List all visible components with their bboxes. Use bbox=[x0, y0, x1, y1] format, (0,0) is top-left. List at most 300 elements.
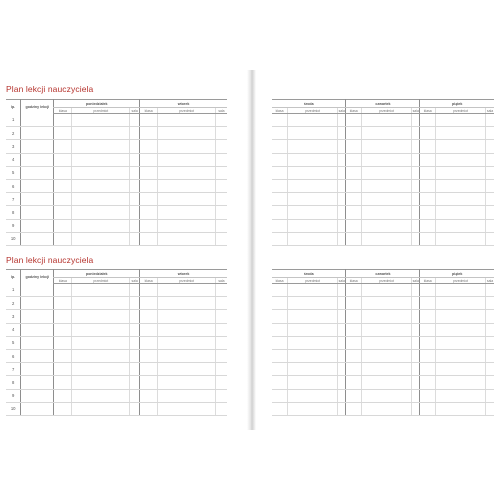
przedmiot-cell bbox=[158, 193, 216, 206]
sala-cell bbox=[412, 349, 420, 362]
hours-cell bbox=[21, 127, 54, 140]
klasa-cell bbox=[272, 179, 288, 192]
przedmiot-cell bbox=[362, 193, 412, 206]
przedmiot-cell bbox=[158, 219, 216, 232]
table-row bbox=[272, 206, 494, 219]
hours-cell bbox=[21, 114, 54, 127]
przedmiot-cell bbox=[288, 153, 338, 166]
sub-header-sala: sala bbox=[131, 108, 138, 113]
przedmiot-cell bbox=[288, 389, 338, 402]
przedmiot-cell bbox=[435, 166, 485, 179]
przedmiot-cell bbox=[288, 193, 338, 206]
przedmiot-cell bbox=[158, 297, 216, 310]
klasa-cell bbox=[54, 336, 72, 349]
table-row bbox=[272, 336, 494, 349]
sala-cell bbox=[412, 127, 420, 140]
klasa-cell bbox=[346, 219, 362, 232]
sala-cell bbox=[338, 284, 346, 297]
row-number: 7 bbox=[6, 193, 21, 206]
sala-cell bbox=[130, 232, 140, 245]
row-number: 5 bbox=[6, 336, 21, 349]
klasa-cell bbox=[54, 310, 72, 323]
page-title-top: Plan lekcji nauczyciela bbox=[6, 84, 94, 94]
day-header: wtorek bbox=[140, 100, 227, 108]
klasa-cell bbox=[272, 349, 288, 362]
table-row bbox=[272, 310, 494, 323]
klasa-cell bbox=[420, 389, 436, 402]
table-row bbox=[6, 402, 227, 415]
klasa-cell bbox=[346, 179, 362, 192]
klasa-cell bbox=[54, 114, 72, 127]
hours-cell bbox=[21, 389, 54, 402]
klasa-cell bbox=[272, 402, 288, 415]
sala-cell bbox=[130, 376, 140, 389]
row-number: 1 bbox=[6, 114, 21, 127]
sub-header-sala: sala bbox=[412, 278, 419, 283]
sub-header-klasa: klasa bbox=[140, 278, 158, 284]
sala-cell bbox=[130, 336, 140, 349]
sub-header-przedmiot: przedmiot bbox=[362, 108, 412, 114]
sala-cell bbox=[412, 284, 420, 297]
table-row bbox=[6, 166, 227, 179]
klasa-cell bbox=[346, 402, 362, 415]
przedmiot-cell bbox=[435, 206, 485, 219]
sala-cell bbox=[412, 206, 420, 219]
klasa-cell bbox=[420, 114, 436, 127]
sala-cell bbox=[485, 206, 494, 219]
table-row bbox=[6, 206, 227, 219]
klasa-cell bbox=[272, 310, 288, 323]
klasa-cell bbox=[54, 140, 72, 153]
przedmiot-cell bbox=[158, 232, 216, 245]
sala-cell bbox=[338, 179, 346, 192]
table-row bbox=[6, 336, 227, 349]
przedmiot-cell bbox=[72, 219, 130, 232]
klasa-cell bbox=[54, 349, 72, 362]
hours-cell bbox=[21, 323, 54, 336]
schedule-table-right-bottom bbox=[272, 269, 494, 416]
day-header: wtorek bbox=[140, 270, 227, 278]
table-row bbox=[6, 219, 227, 232]
sala-cell bbox=[412, 310, 420, 323]
klasa-cell bbox=[420, 297, 436, 310]
klasa-cell bbox=[346, 336, 362, 349]
schedule-table-left-top bbox=[6, 99, 227, 246]
przedmiot-cell bbox=[72, 389, 130, 402]
przedmiot-cell bbox=[72, 336, 130, 349]
klasa-cell bbox=[54, 219, 72, 232]
sala-cell bbox=[412, 297, 420, 310]
sub-header-przedmiot: przedmiot bbox=[362, 278, 412, 284]
przedmiot-cell bbox=[288, 349, 338, 362]
sala-cell bbox=[412, 363, 420, 376]
sala-cell bbox=[130, 166, 140, 179]
row-number: 3 bbox=[6, 140, 21, 153]
przedmiot-cell bbox=[362, 127, 412, 140]
sala-cell bbox=[338, 349, 346, 362]
sala-cell bbox=[215, 336, 227, 349]
klasa-cell bbox=[420, 363, 436, 376]
table-row bbox=[6, 363, 227, 376]
klasa-cell bbox=[420, 193, 436, 206]
klasa-cell bbox=[346, 232, 362, 245]
klasa-cell bbox=[272, 114, 288, 127]
przedmiot-cell bbox=[288, 310, 338, 323]
przedmiot-cell bbox=[362, 206, 412, 219]
klasa-cell bbox=[54, 232, 72, 245]
klasa-cell bbox=[54, 206, 72, 219]
klasa-cell bbox=[272, 127, 288, 140]
sala-cell bbox=[338, 363, 346, 376]
sala-cell bbox=[338, 193, 346, 206]
sala-cell bbox=[338, 297, 346, 310]
przedmiot-cell bbox=[435, 114, 485, 127]
table-row bbox=[6, 193, 227, 206]
row-number: 10 bbox=[6, 232, 21, 245]
klasa-cell bbox=[420, 323, 436, 336]
klasa-cell bbox=[140, 323, 158, 336]
sala-cell bbox=[485, 323, 494, 336]
klasa-cell bbox=[140, 284, 158, 297]
sub-header-klasa: klasa bbox=[272, 108, 288, 114]
przedmiot-cell bbox=[435, 153, 485, 166]
przedmiot-cell bbox=[362, 402, 412, 415]
sub-header-sala: sala bbox=[338, 108, 345, 113]
row-number: 10 bbox=[6, 402, 21, 415]
sub-header-sala: sala bbox=[486, 278, 494, 283]
klasa-cell bbox=[346, 323, 362, 336]
hours-cell bbox=[21, 219, 54, 232]
klasa-cell bbox=[272, 363, 288, 376]
sala-cell bbox=[215, 232, 227, 245]
przedmiot-cell bbox=[435, 140, 485, 153]
table-row bbox=[272, 284, 494, 297]
klasa-cell bbox=[54, 402, 72, 415]
przedmiot-cell bbox=[72, 349, 130, 362]
table-row bbox=[6, 376, 227, 389]
sala-cell bbox=[130, 297, 140, 310]
page-title-bottom: Plan lekcji nauczyciela bbox=[6, 255, 94, 265]
przedmiot-cell bbox=[288, 127, 338, 140]
table-row bbox=[272, 193, 494, 206]
przedmiot-cell bbox=[72, 323, 130, 336]
sub-header-klasa: klasa bbox=[420, 108, 436, 114]
sub-header-sala: sala bbox=[412, 108, 419, 113]
klasa-cell bbox=[54, 127, 72, 140]
klasa-cell bbox=[420, 402, 436, 415]
klasa-cell bbox=[420, 349, 436, 362]
klasa-cell bbox=[272, 232, 288, 245]
klasa-cell bbox=[420, 376, 436, 389]
przedmiot-cell bbox=[362, 114, 412, 127]
sala-cell bbox=[215, 153, 227, 166]
sala-cell bbox=[215, 140, 227, 153]
klasa-cell bbox=[140, 389, 158, 402]
przedmiot-cell bbox=[362, 376, 412, 389]
sala-cell bbox=[215, 166, 227, 179]
sala-cell bbox=[485, 336, 494, 349]
przedmiot-cell bbox=[435, 179, 485, 192]
sub-header-przedmiot: przedmiot bbox=[435, 278, 485, 284]
day-header: czwartek bbox=[346, 270, 420, 278]
przedmiot-cell bbox=[288, 336, 338, 349]
przedmiot-cell bbox=[288, 179, 338, 192]
klasa-cell bbox=[140, 193, 158, 206]
hours-cell bbox=[21, 193, 54, 206]
przedmiot-cell bbox=[288, 363, 338, 376]
sala-cell bbox=[215, 114, 227, 127]
przedmiot-cell bbox=[362, 349, 412, 362]
klasa-cell bbox=[346, 193, 362, 206]
sala-cell bbox=[412, 179, 420, 192]
klasa-cell bbox=[420, 127, 436, 140]
sala-cell bbox=[130, 402, 140, 415]
klasa-cell bbox=[420, 166, 436, 179]
sala-cell bbox=[215, 323, 227, 336]
sala-cell bbox=[485, 232, 494, 245]
hours-cell bbox=[21, 140, 54, 153]
klasa-cell bbox=[140, 310, 158, 323]
klasa-cell bbox=[140, 402, 158, 415]
sala-cell bbox=[130, 179, 140, 192]
przedmiot-cell bbox=[288, 140, 338, 153]
row-number: 6 bbox=[6, 349, 21, 362]
sub-header-sala: sala bbox=[338, 278, 345, 283]
przedmiot-cell bbox=[435, 297, 485, 310]
klasa-cell bbox=[272, 336, 288, 349]
sala-cell bbox=[130, 127, 140, 140]
klasa-cell bbox=[346, 349, 362, 362]
sala-cell bbox=[338, 206, 346, 219]
klasa-cell bbox=[140, 363, 158, 376]
sala-cell bbox=[338, 323, 346, 336]
przedmiot-cell bbox=[435, 232, 485, 245]
hours-cell bbox=[21, 363, 54, 376]
sub-header-klasa: klasa bbox=[272, 278, 288, 284]
table-row bbox=[6, 310, 227, 323]
row-number: 9 bbox=[6, 219, 21, 232]
sala-cell bbox=[130, 349, 140, 362]
row-number: 2 bbox=[6, 297, 21, 310]
sala-cell bbox=[338, 219, 346, 232]
sala-cell bbox=[215, 389, 227, 402]
sala-cell bbox=[412, 140, 420, 153]
table-row bbox=[272, 153, 494, 166]
przedmiot-cell bbox=[72, 310, 130, 323]
sub-header-klasa: klasa bbox=[420, 278, 436, 284]
hours-cell bbox=[21, 349, 54, 362]
przedmiot-cell bbox=[72, 376, 130, 389]
table-row bbox=[6, 297, 227, 310]
hours-cell bbox=[21, 336, 54, 349]
sala-cell bbox=[485, 114, 494, 127]
klasa-cell bbox=[54, 166, 72, 179]
klasa-cell bbox=[346, 284, 362, 297]
sub-header-przedmiot: przedmiot bbox=[72, 108, 130, 114]
przedmiot-cell bbox=[72, 297, 130, 310]
table-row bbox=[272, 297, 494, 310]
przedmiot-cell bbox=[158, 349, 216, 362]
table-row bbox=[6, 127, 227, 140]
sala-cell bbox=[485, 297, 494, 310]
row-number: 9 bbox=[6, 389, 21, 402]
klasa-cell bbox=[54, 153, 72, 166]
klasa-cell bbox=[420, 219, 436, 232]
sala-cell bbox=[215, 310, 227, 323]
przedmiot-cell bbox=[158, 166, 216, 179]
przedmiot-cell bbox=[362, 389, 412, 402]
col-header-lp: lp. bbox=[11, 274, 16, 279]
przedmiot-cell bbox=[362, 336, 412, 349]
table-row bbox=[6, 284, 227, 297]
klasa-cell bbox=[346, 114, 362, 127]
table-row bbox=[272, 127, 494, 140]
sala-cell bbox=[338, 114, 346, 127]
sala-cell bbox=[485, 284, 494, 297]
przedmiot-cell bbox=[288, 297, 338, 310]
przedmiot-cell bbox=[362, 232, 412, 245]
przedmiot-cell bbox=[288, 323, 338, 336]
sala-cell bbox=[485, 127, 494, 140]
klasa-cell bbox=[420, 336, 436, 349]
sala-cell bbox=[412, 232, 420, 245]
sala-cell bbox=[338, 127, 346, 140]
klasa-cell bbox=[420, 284, 436, 297]
table-row bbox=[272, 179, 494, 192]
klasa-cell bbox=[272, 193, 288, 206]
sala-cell bbox=[412, 219, 420, 232]
przedmiot-cell bbox=[435, 376, 485, 389]
sala-cell bbox=[130, 193, 140, 206]
sala-cell bbox=[215, 127, 227, 140]
przedmiot-cell bbox=[362, 140, 412, 153]
sala-cell bbox=[412, 336, 420, 349]
klasa-cell bbox=[272, 297, 288, 310]
table-row bbox=[272, 219, 494, 232]
przedmiot-cell bbox=[435, 284, 485, 297]
sala-cell bbox=[215, 284, 227, 297]
sala-cell bbox=[130, 206, 140, 219]
klasa-cell bbox=[140, 166, 158, 179]
przedmiot-cell bbox=[72, 363, 130, 376]
przedmiot-cell bbox=[158, 336, 216, 349]
przedmiot-cell bbox=[362, 153, 412, 166]
przedmiot-cell bbox=[158, 402, 216, 415]
przedmiot-cell bbox=[288, 114, 338, 127]
przedmiot-cell bbox=[435, 336, 485, 349]
sala-cell bbox=[215, 402, 227, 415]
przedmiot-cell bbox=[288, 219, 338, 232]
klasa-cell bbox=[54, 389, 72, 402]
hours-cell bbox=[21, 310, 54, 323]
klasa-cell bbox=[272, 376, 288, 389]
sala-cell bbox=[485, 310, 494, 323]
przedmiot-cell bbox=[288, 402, 338, 415]
schedule-table-right-top bbox=[272, 99, 494, 246]
klasa-cell bbox=[54, 363, 72, 376]
sub-header-przedmiot: przedmiot bbox=[435, 108, 485, 114]
klasa-cell bbox=[272, 284, 288, 297]
sala-cell bbox=[130, 219, 140, 232]
hours-cell bbox=[21, 153, 54, 166]
day-header: poniedziałek bbox=[54, 270, 140, 278]
sala-cell bbox=[338, 402, 346, 415]
klasa-cell bbox=[54, 179, 72, 192]
klasa-cell bbox=[272, 389, 288, 402]
sub-header-klasa: klasa bbox=[54, 108, 72, 114]
klasa-cell bbox=[140, 376, 158, 389]
sala-cell bbox=[485, 389, 494, 402]
day-header: piątek bbox=[420, 270, 494, 278]
klasa-cell bbox=[140, 153, 158, 166]
day-header: czwartek bbox=[346, 100, 420, 108]
row-number: 8 bbox=[6, 206, 21, 219]
klasa-cell bbox=[140, 336, 158, 349]
sub-header-sala: sala bbox=[486, 108, 494, 113]
przedmiot-cell bbox=[72, 127, 130, 140]
przedmiot-cell bbox=[72, 179, 130, 192]
przedmiot-cell bbox=[158, 323, 216, 336]
row-number: 7 bbox=[6, 363, 21, 376]
sala-cell bbox=[485, 349, 494, 362]
sala-cell bbox=[338, 153, 346, 166]
przedmiot-cell bbox=[435, 363, 485, 376]
table-row bbox=[272, 363, 494, 376]
sala-cell bbox=[130, 389, 140, 402]
przedmiot-cell bbox=[72, 153, 130, 166]
day-header: środa bbox=[272, 100, 346, 108]
klasa-cell bbox=[54, 284, 72, 297]
table-row bbox=[6, 140, 227, 153]
hours-cell bbox=[21, 284, 54, 297]
col-header-lp: lp. bbox=[11, 104, 16, 109]
klasa-cell bbox=[140, 349, 158, 362]
sala-cell bbox=[338, 336, 346, 349]
przedmiot-cell bbox=[362, 179, 412, 192]
przedmiot-cell bbox=[288, 376, 338, 389]
przedmiot-cell bbox=[435, 323, 485, 336]
sala-cell bbox=[412, 323, 420, 336]
sala-cell bbox=[215, 297, 227, 310]
row-number: 8 bbox=[6, 376, 21, 389]
sub-header-klasa: klasa bbox=[346, 108, 362, 114]
sala-cell bbox=[338, 310, 346, 323]
table-row bbox=[272, 349, 494, 362]
table-row bbox=[272, 376, 494, 389]
przedmiot-cell bbox=[158, 284, 216, 297]
przedmiot-cell bbox=[362, 323, 412, 336]
klasa-cell bbox=[346, 127, 362, 140]
klasa-cell bbox=[420, 153, 436, 166]
right-page bbox=[250, 0, 500, 500]
hours-cell bbox=[21, 179, 54, 192]
klasa-cell bbox=[272, 153, 288, 166]
row-number: 2 bbox=[6, 127, 21, 140]
sala-cell bbox=[130, 114, 140, 127]
table-row bbox=[6, 323, 227, 336]
table-row bbox=[6, 114, 227, 127]
sub-header-sala: sala bbox=[215, 108, 227, 114]
table-row bbox=[272, 402, 494, 415]
przedmiot-cell bbox=[158, 376, 216, 389]
sub-header-klasa: klasa bbox=[140, 108, 158, 114]
sub-header-sala: sala bbox=[215, 278, 227, 284]
table-row bbox=[272, 323, 494, 336]
klasa-cell bbox=[272, 140, 288, 153]
sala-cell bbox=[130, 323, 140, 336]
przedmiot-cell bbox=[288, 206, 338, 219]
klasa-cell bbox=[346, 363, 362, 376]
